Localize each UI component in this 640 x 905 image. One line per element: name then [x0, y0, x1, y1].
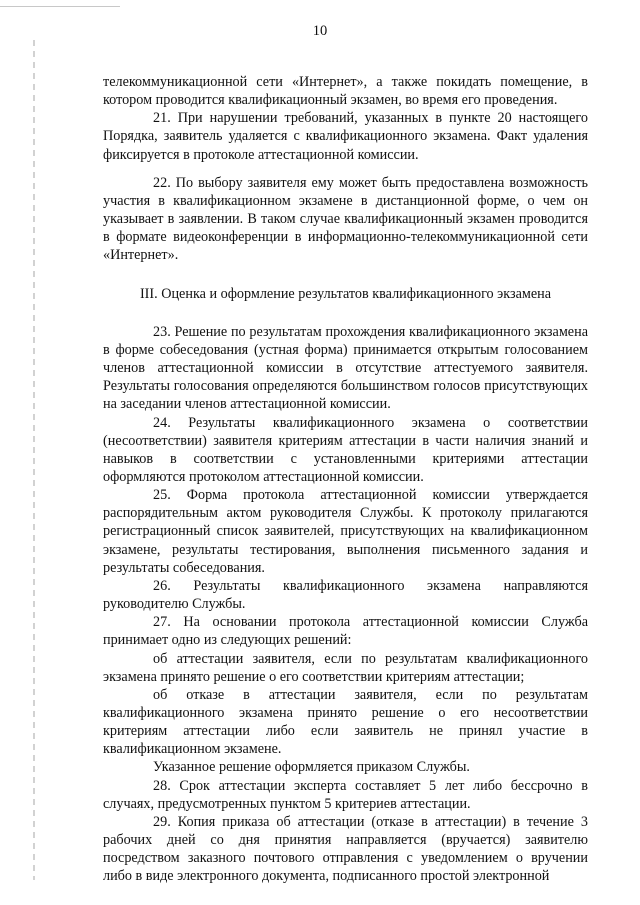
paragraph-23: 23. Решение по результатам прохождения квалификационного экзамена в форме собеседования (устная форма) принимается открытым голосованием членов аттестационной комиссии в отсутствие аттестуемого заявителя. Результаты голосования определяются большинством голосов присутствующих на заседании членов аттестационной комиссии.	[103, 323, 588, 413]
paragraph-29: 29. Копия приказа об аттестации (отказе в аттестации) в течение 3 рабочих дней со дня принятия направляется (вручается) заявителю посредством заказного почтового отправления с уведомлением о вручении либо в виде электронного документа, подписанного простой электронной	[103, 813, 588, 885]
paragraph-continuation: телекоммуникационной сети «Интернет», а также покидать помещение, в котором проводится квалификационный экзамен, во время его проведения.	[103, 74, 588, 109]
list-item-refusal: об отказе в аттестации заявителя, если по результатам квалификационного экзамена принято решение о его несоответствии критериям аттестации либо если заявитель не принял участие в квалификационном экзамене.	[103, 686, 588, 758]
paragraph-21: 21. При нарушении требований, указанных в пункте 20 настоящего Порядка, заявитель удаляется с квалификационного экзамена. Факт удаления фиксируется в протоколе аттестационной комиссии.	[103, 110, 588, 163]
page-number: 10	[312, 23, 328, 39]
paragraph-25: 25. Форма протокола аттестационной комиссии утверждается распорядительным актом руководителя Службы. К протоколу прилагаются регистрационный список заявителей, присутствующих на квалификационном экзамене, результаты тестирования, выполнения письменного задания и результаты собеседования.	[103, 487, 588, 576]
paragraph-27: 27. На основании протокола аттестационной комиссии Служба принимает одно из следующих решений:	[103, 614, 588, 649]
binding-edge	[33, 40, 35, 880]
document-body	[103, 73, 588, 886]
list-item-attestation: об аттестации заявителя, если по результатам квалификационного экзамена принято решение о его соответствии критериям аттестации;	[103, 650, 588, 685]
paragraph-24: 24. Результаты квалификационного экзамена о соответствии (несоответствии) заявителя критериям аттестации в части наличия знаний и навыков в соответствии с установленными критериями аттестации оформляются протоколом аттестационной комиссии.	[103, 414, 588, 485]
paragraph-22: 22. По выбору заявителя ему может быть предоставлена возможность участия в квалификационном экзамене в дистанционной форме, о чем он указывает в заявлении. В таком случае квалификационный экзамен проводится в формате видеоконференции в информационно-телекоммуникационной сети «Интернет».	[103, 174, 588, 264]
scan-artifact	[0, 6, 120, 7]
paragraph-28: 28. Срок аттестации эксперта составляет 5 лет либо бессрочно в случаях, предусмотренных пунктом 5 критериев аттестации.	[103, 777, 588, 812]
paragraph-26: 26. Результаты квалификационного экзамена направляются руководителю Службы.	[103, 577, 588, 613]
paragraph-order-note: Указанное решение оформляется приказом Службы.	[153, 759, 470, 776]
section-heading: III. Оценка и оформление результатов квалификационного экзамена	[139, 285, 552, 302]
